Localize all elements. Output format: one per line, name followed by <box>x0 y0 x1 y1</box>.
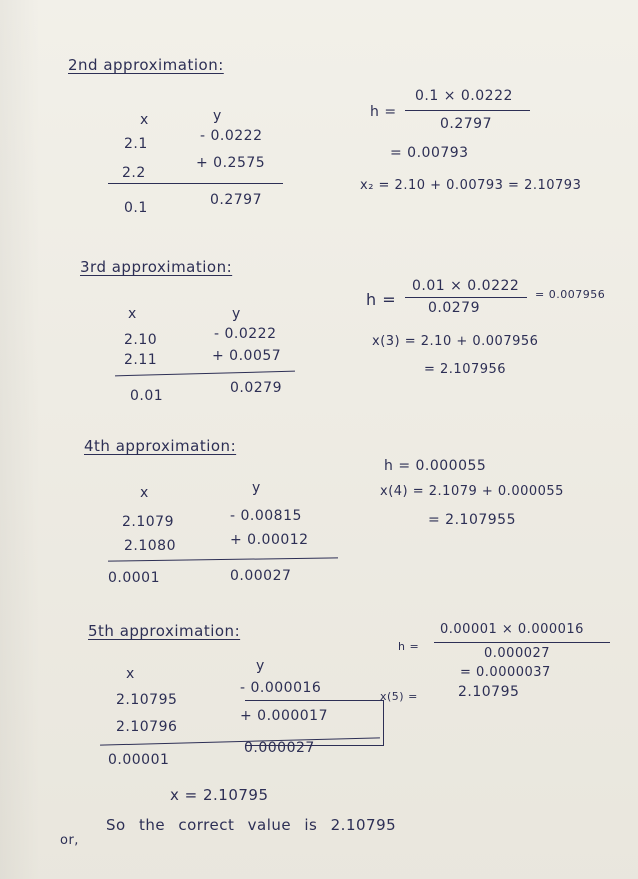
s5-x-lhs: x(5) = <box>380 690 418 703</box>
s5-h-result: = 0.0000037 <box>460 665 551 680</box>
s3-h-fraction-bar <box>405 297 527 298</box>
s3-x-new-result: = 2.107956 <box>424 362 507 377</box>
s4-x2: 2.1080 <box>124 538 176 554</box>
conclusion-text: So the correct value is 2.10795 <box>106 816 397 834</box>
heading-3rd-approximation: 3rd approximation: <box>80 258 233 276</box>
s2-h-denominator: 0.2797 <box>440 116 492 132</box>
s4-x-new-result: = 2.107955 <box>428 512 516 528</box>
conclusion-prefix: or, <box>60 833 79 848</box>
s5-dy: 0.000027 <box>244 740 315 756</box>
s3-x-new: x(3) = 2.10 + 0.007956 <box>372 334 539 349</box>
s4-dy: 0.00027 <box>230 568 292 584</box>
s4-h: h = 0.000055 <box>384 458 487 474</box>
s2-difference-rule <box>108 183 283 184</box>
s5-x2: 2.10796 <box>116 719 178 735</box>
s5-y2: + 0.000017 <box>240 708 328 724</box>
s4-col-y: y <box>252 480 261 496</box>
s4-dx: 0.0001 <box>108 570 160 586</box>
s4-y1: - 0.00815 <box>230 508 302 524</box>
s5-h-numerator: 0.00001 × 0.000016 <box>440 622 584 637</box>
s2-y1: - 0.0222 <box>200 128 263 144</box>
s5-y1: - 0.000016 <box>240 680 322 696</box>
s3-x1: 2.10 <box>124 332 158 348</box>
s5-x-value: 2.10795 <box>458 684 520 700</box>
heading-5th-approximation: 5th approximation: <box>88 622 241 640</box>
s4-difference-rule <box>108 557 338 561</box>
s5-dx: 0.00001 <box>108 752 170 768</box>
s4-x1: 2.1079 <box>122 514 174 530</box>
s3-y1: - 0.0222 <box>214 326 277 342</box>
heading-4th-approximation: 4th approximation: <box>84 437 237 455</box>
s2-col-y: y <box>213 108 222 124</box>
s3-dy: 0.0279 <box>230 380 282 396</box>
s3-dx: 0.01 <box>130 388 164 404</box>
s5-col-y: y <box>256 658 265 674</box>
s2-h-fraction-bar <box>405 110 530 111</box>
s2-h-lhs: h = <box>370 104 397 120</box>
s3-x2: 2.11 <box>124 352 158 368</box>
s2-y2: + 0.2575 <box>196 155 266 171</box>
s2-h-result: = 0.00793 <box>390 145 469 161</box>
s5-col-x: x <box>126 666 135 682</box>
s5-h-fraction-bar <box>434 642 610 643</box>
s5-x1: 2.10795 <box>116 692 178 708</box>
final-result: x = 2.10795 <box>170 786 269 804</box>
s5-h-denominator: 0.000027 <box>484 646 551 661</box>
heading-2nd-approximation: 2nd approximation: <box>68 56 224 74</box>
s2-x1: 2.1 <box>124 136 148 152</box>
s2-x-new: x₂ = 2.10 + 0.00793 = 2.10793 <box>360 178 582 193</box>
s2-h-numerator: 0.1 × 0.0222 <box>415 88 513 104</box>
s3-h-result: = 0.007956 <box>535 288 606 301</box>
s3-y2: + 0.0057 <box>212 348 282 364</box>
s3-col-y: y <box>232 306 241 322</box>
s2-dy: 0.2797 <box>210 192 262 208</box>
s3-h-numerator: 0.01 × 0.0222 <box>412 278 520 294</box>
s2-col-x: x <box>140 112 149 128</box>
s4-col-x: x <box>140 485 149 501</box>
s3-h-lhs: h = <box>366 290 397 309</box>
s3-difference-rule <box>115 371 295 377</box>
s4-x-new: x(4) = 2.1079 + 0.000055 <box>380 484 564 499</box>
s2-dx: 0.1 <box>124 200 148 216</box>
s2-x2: 2.2 <box>122 165 146 181</box>
s3-h-denominator: 0.0279 <box>428 300 480 316</box>
s3-col-x: x <box>128 306 137 322</box>
s5-h-lhs: h = <box>398 640 420 653</box>
s4-y2: + 0.00012 <box>230 532 309 548</box>
